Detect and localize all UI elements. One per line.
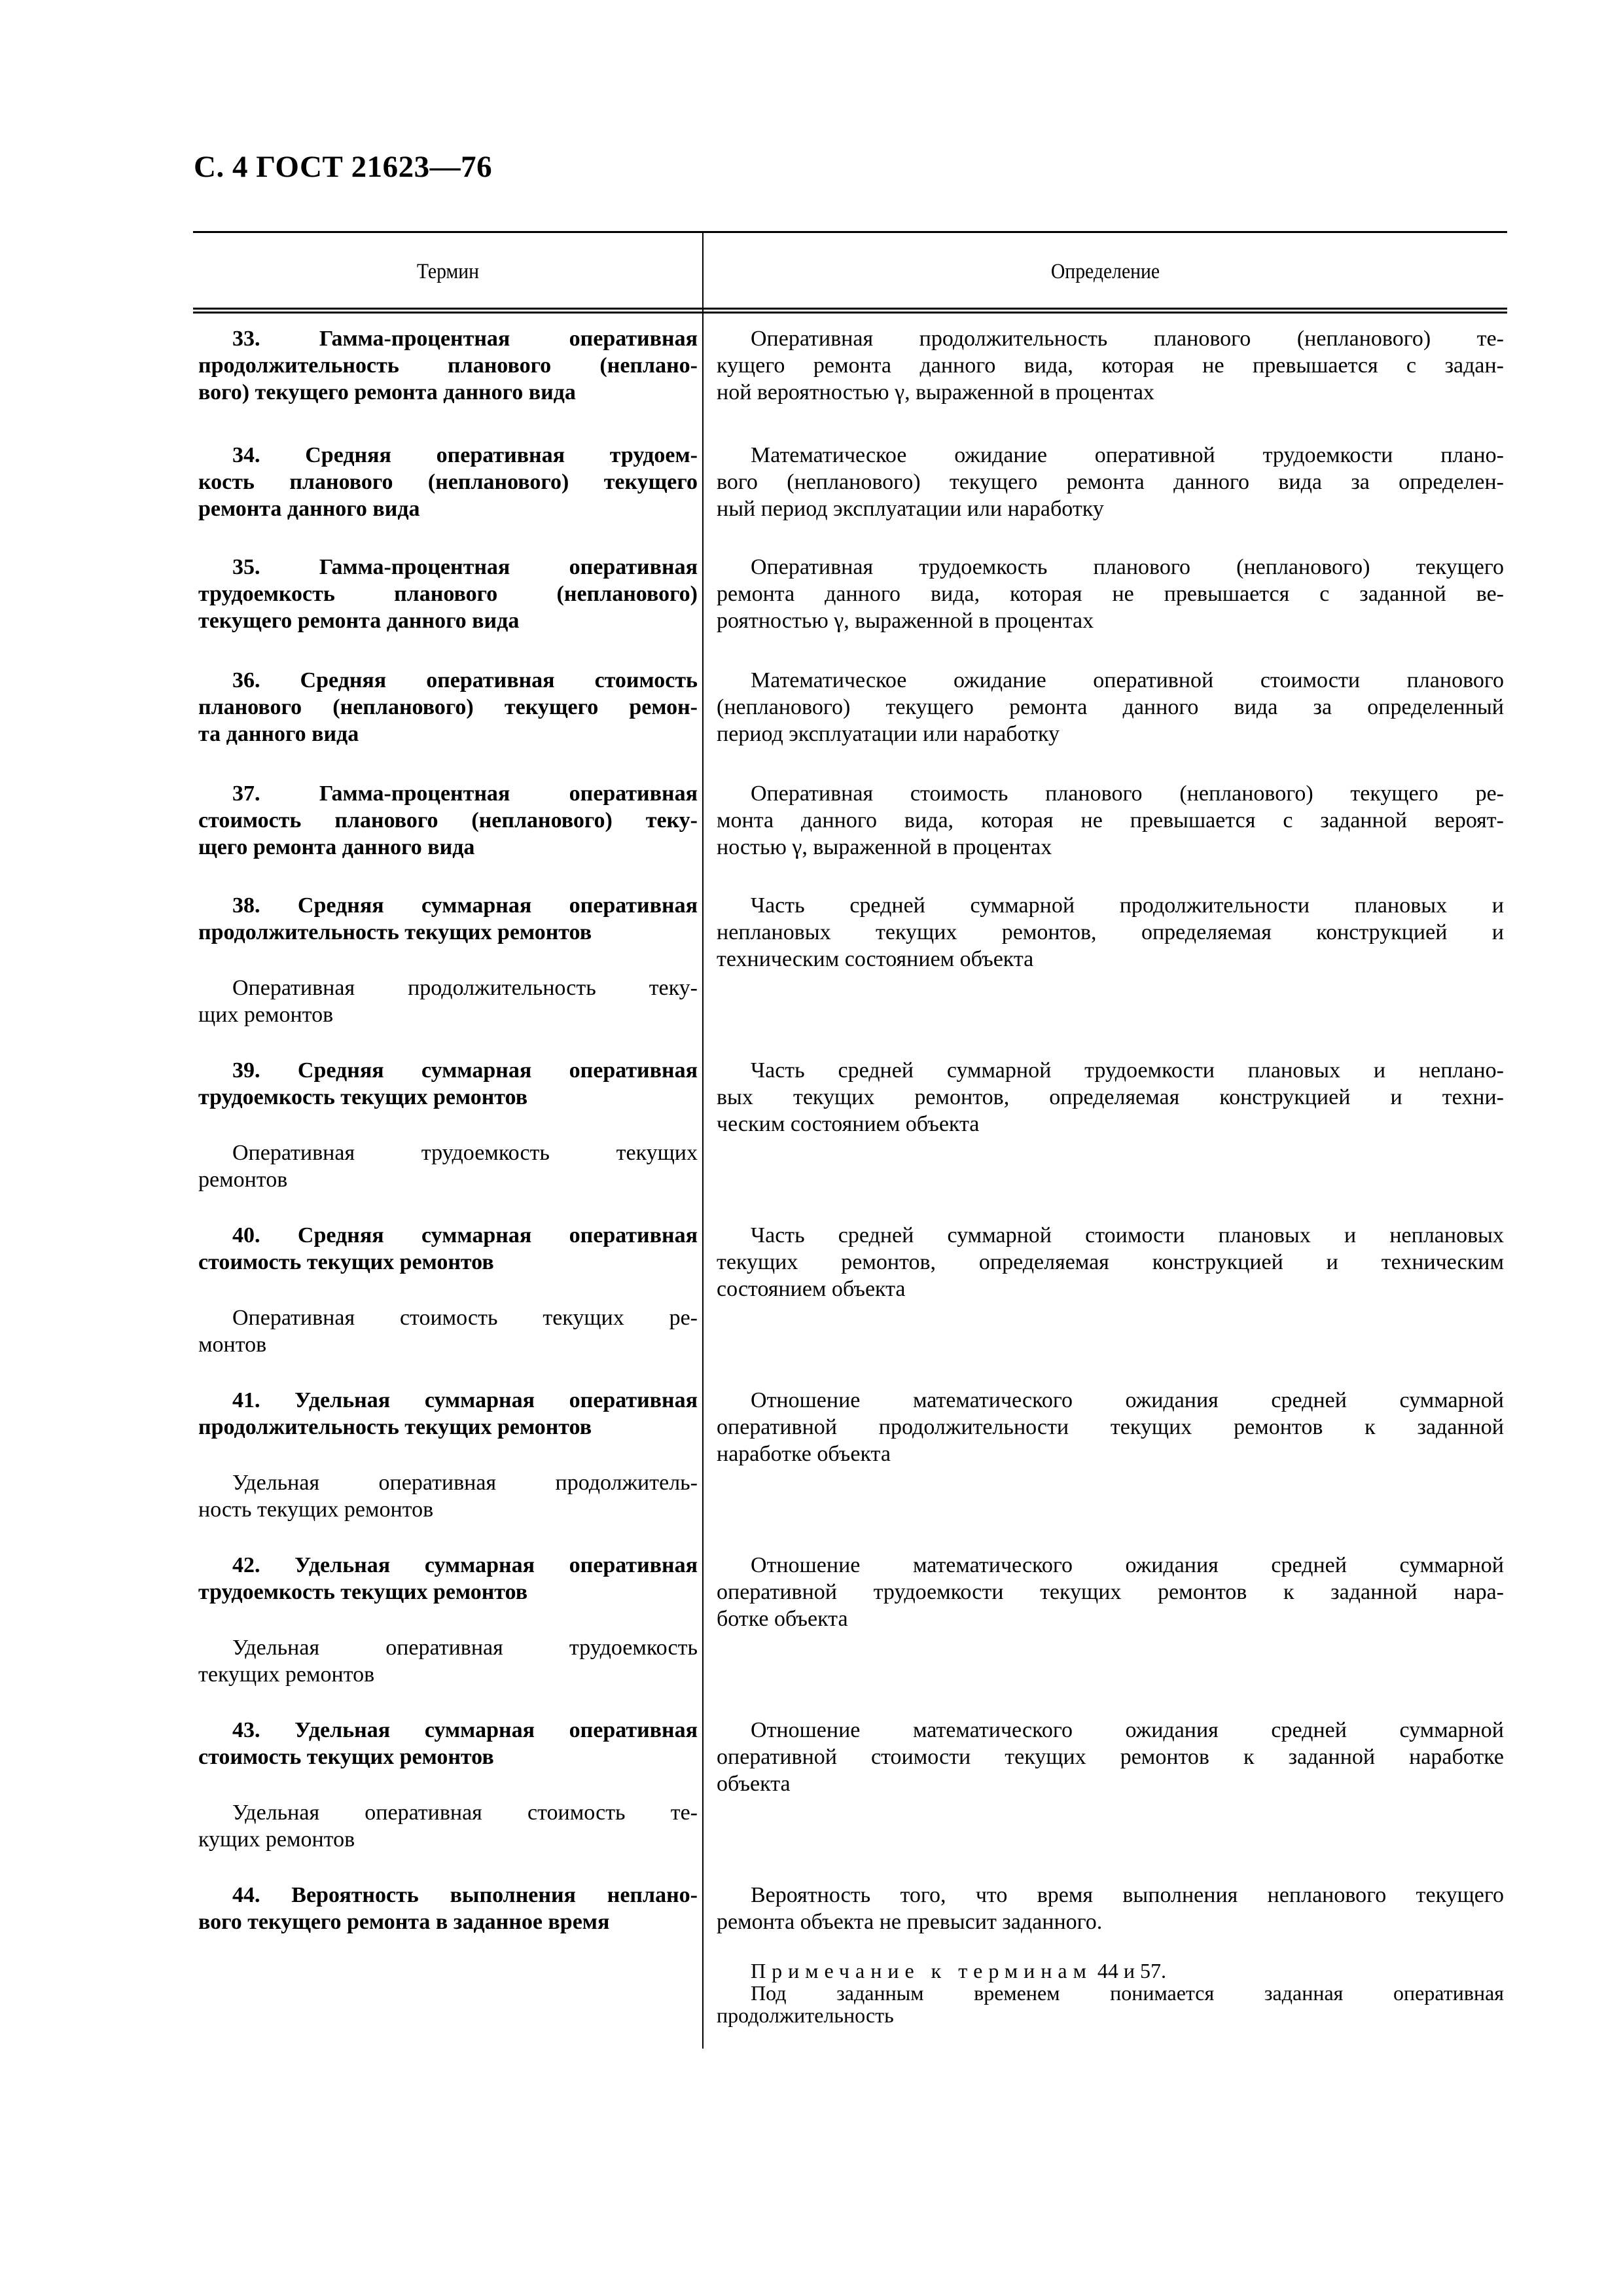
definition-40-line: Часть средней суммарной стоимости плановых и неплановых [751, 1223, 1504, 1247]
definition-39-line: вых текущих ремонтов, определяемая конструкцией и техни- [717, 1085, 1504, 1109]
definition-37-line: Оперативная стоимость планового (непланового) текущего ре- [751, 781, 1504, 806]
term-39 [198, 1057, 698, 1111]
definition-42-line: Отношение математического ожидания средней суммарной [751, 1553, 1504, 1577]
synonym-40-line: Оперативная стоимость текущих ре- [232, 1306, 698, 1330]
term-37 [198, 780, 698, 861]
term-36 [198, 667, 698, 747]
synonym-42-line: Удельная оперативная трудоемкость [232, 1636, 698, 1660]
definition-33-line: ной вероятностью γ, выраженной в процентах [717, 380, 1154, 404]
synonym-41 [198, 1469, 698, 1523]
synonym-40-line: монтов [198, 1333, 267, 1357]
definition-36-line: (непланового) текущего ремонта данного вида за определенный [717, 695, 1504, 719]
column-header-term: Термин [416, 260, 480, 283]
synonym-39-line: Оперативная трудоемкость текущих [232, 1141, 698, 1165]
synonym-39 [198, 1139, 698, 1193]
term-34-line: ремонта данного вида [198, 497, 420, 521]
definition-34 [717, 442, 1504, 522]
definition-44 [717, 1882, 1504, 1935]
definition-34-line: вого (непланового) текущего ремонта данного вида за определен- [717, 470, 1504, 494]
definition-35 [717, 554, 1504, 634]
definition-33 [717, 325, 1504, 406]
term-40-line: стоимость текущих ремонтов [198, 1250, 494, 1274]
definition-39-line: Часть средней суммарной трудоемкости плановых и неплано- [751, 1058, 1504, 1083]
term-33 [198, 325, 698, 406]
term-40-line: 40. Средняя суммарная оперативная [232, 1223, 698, 1247]
definition-37-line: ностью γ, выраженной в процентах [717, 835, 1052, 859]
definition-43-line: Отношение математического ожидания средней суммарной [751, 1718, 1504, 1742]
synonym-40 [198, 1304, 698, 1358]
definition-34-line: ный период эксплуатации или наработку [717, 497, 1104, 521]
term-33-line: 33. Гамма-процентная оперативная [232, 327, 698, 351]
note-heading [717, 1960, 1504, 1982]
term-38 [198, 892, 698, 946]
synonym-43-line: Удельная оперативная стоимость те- [232, 1801, 698, 1825]
definition-41-line: наработке объекта [717, 1442, 891, 1466]
term-35-line: текущего ремонта данного вида [198, 609, 520, 633]
definition-38-line: Часть средней суммарной продолжительности плановых и [751, 893, 1504, 918]
term-44 [198, 1882, 698, 1935]
definition-41-line: Отношение математического ожидания средней суммарной [751, 1388, 1504, 1412]
term-35-line: трудоемкость планового (непланового) [198, 582, 698, 606]
definition-36 [717, 667, 1504, 747]
term-40 [198, 1222, 698, 1276]
definition-41-line: оперативной продолжительности текущих ремонтов к заданной [717, 1415, 1504, 1439]
note-text-line: Под заданным временем понимается заданная оперативная [751, 1981, 1504, 2005]
note-heading-label: Примечание к терминам [751, 1959, 1092, 1982]
term-34-line: кость планового (непланового) текущего [198, 470, 698, 494]
definition-35-line: роятностью γ, выраженной в процентах [717, 609, 1094, 633]
synonym-43-line: кущих ремонтов [198, 1827, 355, 1852]
definition-38 [717, 892, 1504, 973]
term-33-line: вого) текущего ремонта данного вида [198, 380, 576, 404]
term-37-line: щего ремонта данного вида [198, 835, 475, 859]
term-34 [198, 442, 698, 522]
synonym-41-line: Удельная оперативная продолжитель- [232, 1471, 698, 1495]
definition-36-line: период эксплуатации или наработку [717, 722, 1060, 746]
term-43-line: 43. Удельная суммарная оперативная [232, 1718, 698, 1742]
term-42 [198, 1552, 698, 1605]
definition-37-line: монта данного вида, которая не превышается с заданной вероят- [717, 808, 1504, 833]
definition-38-line: техническим состоянием объекта [717, 947, 1034, 971]
term-36-line: планового (непланового) текущего ремон- [198, 695, 698, 719]
definition-41 [717, 1387, 1504, 1467]
term-42-line: 42. Удельная суммарная оперативная [232, 1553, 698, 1577]
definition-44-line: Вероятность того, что время выполнения непланового текущего [751, 1883, 1504, 1907]
definition-38-line: неплановых текущих ремонтов, определяемая конструкцией и [717, 920, 1504, 944]
term-37-line: 37. Гамма-процентная оперативная [232, 781, 698, 806]
term-43 [198, 1717, 698, 1770]
note-heading-refs: 44 и 57. [1092, 1959, 1166, 1982]
term-35-line: 35. Гамма-процентная оперативная [232, 555, 698, 579]
definition-36-line: Математическое ожидание оперативной стоимости планового [751, 668, 1504, 692]
definition-44-line: ремонта объекта не превысит заданного. [717, 1910, 1103, 1934]
synonym-38 [198, 975, 698, 1028]
definition-43 [717, 1717, 1504, 1797]
column-header-definition: Определение [1050, 260, 1160, 283]
term-34-line: 34. Средняя оперативная трудоем- [232, 443, 698, 467]
page-title: С. 4 ГОСТ 21623—76 [194, 150, 493, 184]
definition-40 [717, 1222, 1504, 1302]
synonym-43 [198, 1799, 698, 1853]
note-text-line: продолжительность [717, 2003, 894, 2027]
synonym-42 [198, 1634, 698, 1688]
definition-40-line: состоянием объекта [717, 1277, 906, 1301]
term-38-line: продолжительность текущих ремонтов [198, 920, 592, 944]
header-double-rule-lower [193, 312, 1507, 314]
synonym-39-line: ремонтов [198, 1168, 288, 1192]
definition-34-line: Математическое ожидание оперативной трудоемкости плано- [751, 443, 1504, 467]
definition-39-line: ческим состоянием объекта [717, 1112, 980, 1136]
definition-42-line: ботке объекта [717, 1607, 848, 1631]
term-41-line: 41. Удельная суммарная оперативная [232, 1388, 698, 1412]
column-divider [702, 232, 704, 2049]
definition-43-line: оперативной стоимости текущих ремонтов к заданной наработке [717, 1745, 1504, 1769]
term-39-line: трудоемкость текущих ремонтов [198, 1085, 528, 1109]
synonym-41-line: ность текущих ремонтов [198, 1498, 434, 1522]
definition-35-line: ремонта данного вида, которая не превышается с заданной ве- [717, 582, 1504, 606]
synonym-38-line: Оперативная продолжительность теку- [232, 976, 698, 1000]
note-44 [717, 1960, 1504, 2026]
term-41-line: продолжительность текущих ремонтов [198, 1415, 592, 1439]
term-42-line: трудоемкость текущих ремонтов [198, 1580, 528, 1604]
definition-40-line: текущих ремонтов, определяемая конструкцией и техническим [717, 1250, 1504, 1274]
definition-42-line: оперативной трудоемкости текущих ремонтов к заданной нара- [717, 1580, 1504, 1604]
definition-33-line: кущего ремонта данного вида, которая не превышается с задан- [717, 353, 1504, 378]
term-37-line: стоимость планового (непланового) теку- [198, 808, 698, 833]
definition-35-line: Оперативная трудоемкость планового (непланового) текущего [751, 555, 1504, 579]
header-double-rule-upper [193, 308, 1507, 310]
term-38-line: 38. Средняя суммарная оперативная [232, 893, 698, 918]
definition-43-line: объекта [717, 1772, 791, 1796]
definition-37 [717, 780, 1504, 861]
synonym-38-line: щих ремонтов [198, 1003, 334, 1027]
term-35 [198, 554, 698, 634]
term-44-line: вого текущего ремонта в заданное время [198, 1910, 610, 1934]
term-43-line: стоимость текущих ремонтов [198, 1745, 494, 1769]
term-36-line: 36. Средняя оперативная стоимость [232, 668, 698, 692]
definition-42 [717, 1552, 1504, 1632]
definition-33-line: Оперативная продолжительность планового (непланового) те- [751, 327, 1504, 351]
term-33-line: продолжительность планового (неплано- [198, 353, 698, 378]
term-39-line: 39. Средняя суммарная оперативная [232, 1058, 698, 1083]
term-44-line: 44. Вероятность выполнения неплано- [232, 1883, 698, 1907]
table-top-rule [193, 231, 1507, 233]
term-36-line: та данного вида [198, 722, 359, 746]
definition-39 [717, 1057, 1504, 1138]
term-41 [198, 1387, 698, 1441]
synonym-42-line: текущих ремонтов [198, 1662, 375, 1687]
